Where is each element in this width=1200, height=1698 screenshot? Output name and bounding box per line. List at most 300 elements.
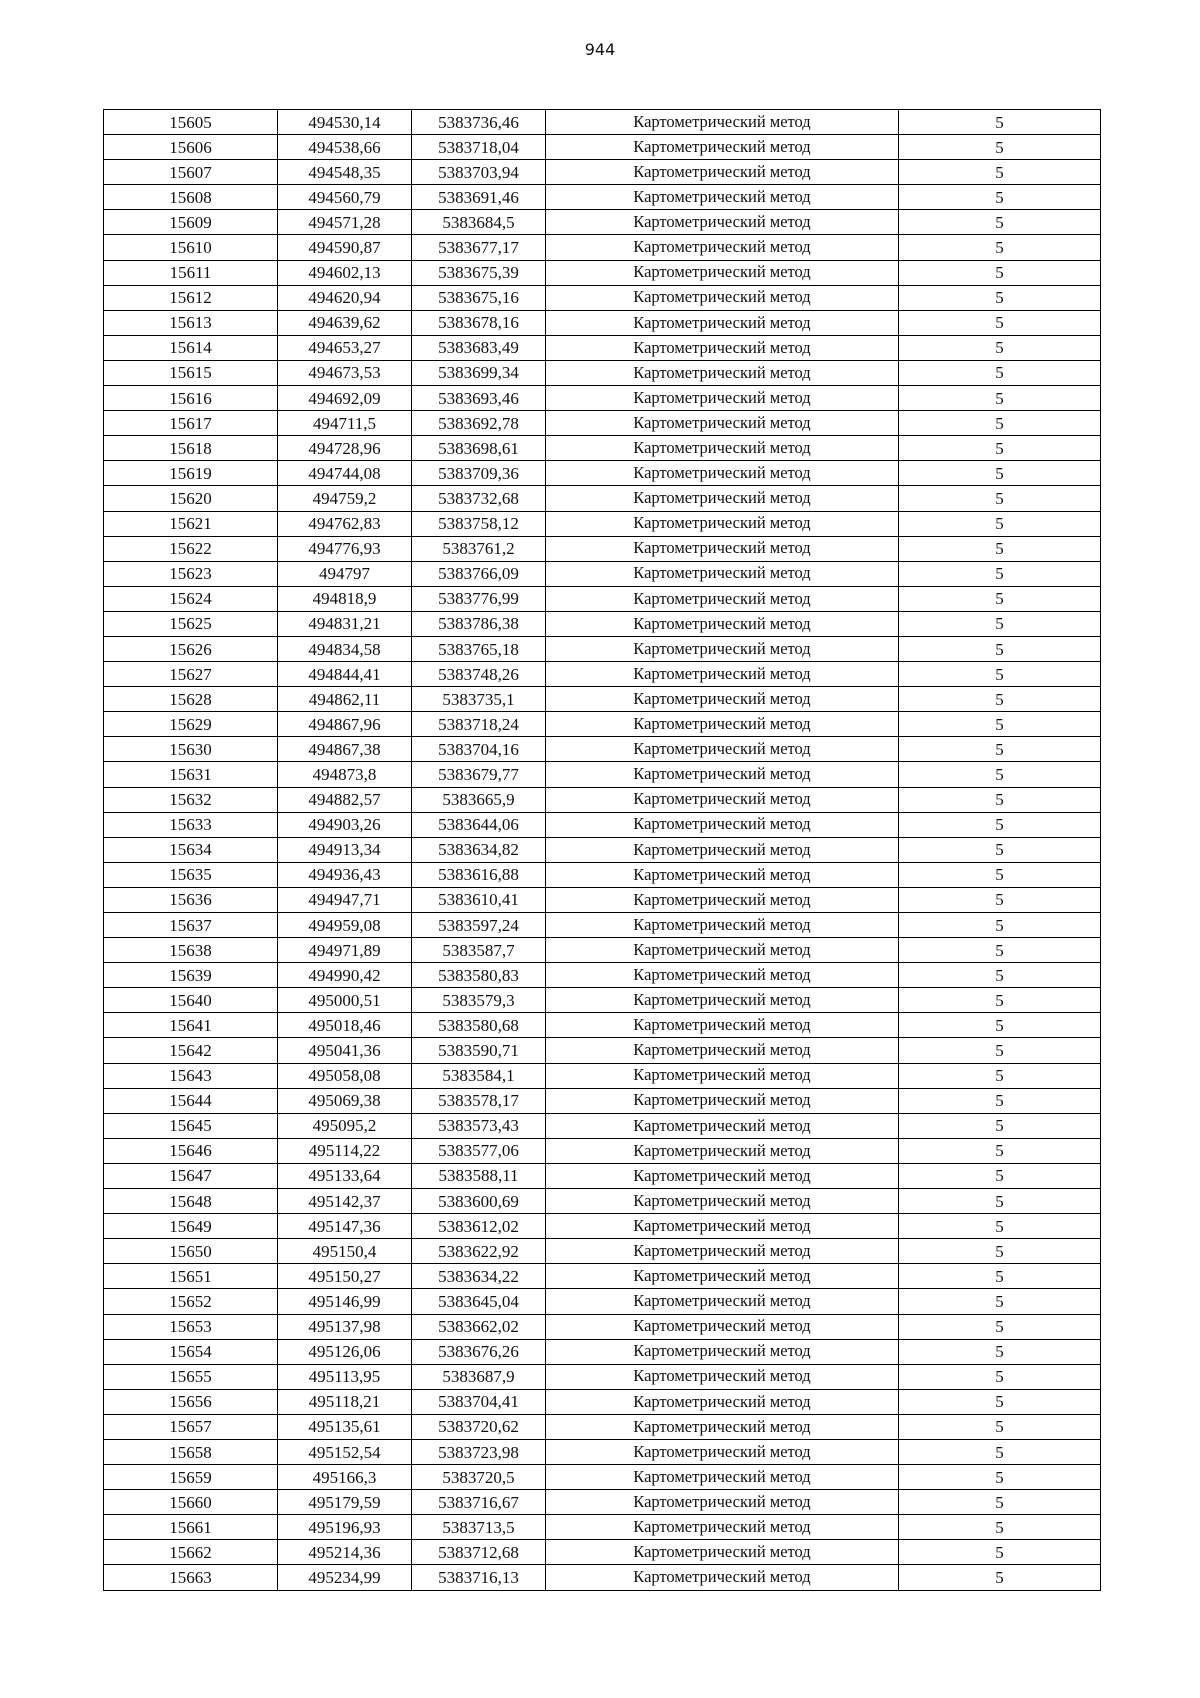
y-coordinate-cell: 5383573,43 bbox=[412, 1113, 546, 1138]
x-coordinate-cell: 495179,59 bbox=[278, 1490, 412, 1515]
table-row bbox=[104, 662, 1101, 687]
table-row bbox=[104, 411, 1101, 436]
x-coordinate-cell: 495126,06 bbox=[278, 1339, 412, 1364]
accuracy-cell: 5 bbox=[899, 1565, 1101, 1590]
table-row bbox=[104, 185, 1101, 210]
table-row bbox=[104, 235, 1101, 260]
coordinates-table bbox=[103, 109, 1101, 1591]
y-coordinate-cell: 5383691,46 bbox=[412, 185, 546, 210]
x-coordinate-cell: 494990,42 bbox=[278, 963, 412, 988]
point-number-cell: 15650 bbox=[104, 1239, 278, 1264]
table-row bbox=[104, 1113, 1101, 1138]
point-number-cell: 15609 bbox=[104, 210, 278, 235]
accuracy-cell: 5 bbox=[899, 1214, 1101, 1239]
point-number-cell: 15634 bbox=[104, 837, 278, 862]
method-cell: Картометрический метод bbox=[546, 1138, 899, 1163]
method-cell: Картометрический метод bbox=[546, 963, 899, 988]
method-cell: Картометрический метод bbox=[546, 662, 899, 687]
method-cell: Картометрический метод bbox=[546, 887, 899, 912]
method-cell: Картометрический метод bbox=[546, 787, 899, 812]
accuracy-cell: 5 bbox=[899, 1364, 1101, 1389]
point-number-cell: 15641 bbox=[104, 1013, 278, 1038]
x-coordinate-cell: 494560,79 bbox=[278, 185, 412, 210]
method-cell: Картометрический метод bbox=[546, 235, 899, 260]
point-number-cell: 15662 bbox=[104, 1540, 278, 1565]
point-number-cell: 15643 bbox=[104, 1063, 278, 1088]
table-row bbox=[104, 1138, 1101, 1163]
point-number-cell: 15654 bbox=[104, 1339, 278, 1364]
y-coordinate-cell: 5383732,68 bbox=[412, 486, 546, 511]
table-row bbox=[104, 812, 1101, 837]
x-coordinate-cell: 494571,28 bbox=[278, 210, 412, 235]
accuracy-cell: 5 bbox=[899, 160, 1101, 185]
point-number-cell: 15607 bbox=[104, 160, 278, 185]
point-number-cell: 15635 bbox=[104, 862, 278, 887]
method-cell: Картометрический метод bbox=[546, 1088, 899, 1113]
y-coordinate-cell: 5383720,5 bbox=[412, 1465, 546, 1490]
method-cell: Картометрический метод bbox=[546, 185, 899, 210]
x-coordinate-cell: 494759,2 bbox=[278, 486, 412, 511]
point-number-cell: 15648 bbox=[104, 1189, 278, 1214]
method-cell: Картометрический метод bbox=[546, 536, 899, 561]
y-coordinate-cell: 5383679,77 bbox=[412, 762, 546, 787]
accuracy-cell: 5 bbox=[899, 210, 1101, 235]
accuracy-cell: 5 bbox=[899, 335, 1101, 360]
point-number-cell: 15617 bbox=[104, 411, 278, 436]
x-coordinate-cell: 495196,93 bbox=[278, 1515, 412, 1540]
x-coordinate-cell: 494873,8 bbox=[278, 762, 412, 787]
x-coordinate-cell: 495146,99 bbox=[278, 1289, 412, 1314]
method-cell: Картометрический метод bbox=[546, 611, 899, 636]
y-coordinate-cell: 5383718,24 bbox=[412, 712, 546, 737]
method-cell: Картометрический метод bbox=[546, 837, 899, 862]
method-cell: Картометрический метод bbox=[546, 1414, 899, 1439]
accuracy-cell: 5 bbox=[899, 812, 1101, 837]
x-coordinate-cell: 494692,09 bbox=[278, 386, 412, 411]
point-number-cell: 15621 bbox=[104, 511, 278, 536]
accuracy-cell: 5 bbox=[899, 862, 1101, 887]
table-row bbox=[104, 762, 1101, 787]
point-number-cell: 15605 bbox=[104, 110, 278, 135]
table-row bbox=[104, 1465, 1101, 1490]
point-number-cell: 15655 bbox=[104, 1364, 278, 1389]
point-number-cell: 15647 bbox=[104, 1163, 278, 1188]
method-cell: Картометрический метод bbox=[546, 1214, 899, 1239]
point-number-cell: 15636 bbox=[104, 887, 278, 912]
y-coordinate-cell: 5383616,88 bbox=[412, 862, 546, 887]
y-coordinate-cell: 5383683,49 bbox=[412, 335, 546, 360]
y-coordinate-cell: 5383758,12 bbox=[412, 511, 546, 536]
x-coordinate-cell: 494947,71 bbox=[278, 887, 412, 912]
point-number-cell: 15614 bbox=[104, 335, 278, 360]
table-row bbox=[104, 360, 1101, 385]
method-cell: Картометрический метод bbox=[546, 586, 899, 611]
x-coordinate-cell: 494762,83 bbox=[278, 511, 412, 536]
x-coordinate-cell: 495137,98 bbox=[278, 1314, 412, 1339]
x-coordinate-cell: 494711,5 bbox=[278, 411, 412, 436]
accuracy-cell: 5 bbox=[899, 636, 1101, 661]
point-number-cell: 15613 bbox=[104, 310, 278, 335]
point-number-cell: 15660 bbox=[104, 1490, 278, 1515]
x-coordinate-cell: 494744,08 bbox=[278, 461, 412, 486]
table-row bbox=[104, 1189, 1101, 1214]
accuracy-cell: 5 bbox=[899, 1540, 1101, 1565]
table-row bbox=[104, 436, 1101, 461]
x-coordinate-cell: 494867,96 bbox=[278, 712, 412, 737]
method-cell: Картометрический метод bbox=[546, 1439, 899, 1464]
point-number-cell: 15606 bbox=[104, 135, 278, 160]
x-coordinate-cell: 495214,36 bbox=[278, 1540, 412, 1565]
table-row bbox=[104, 110, 1101, 135]
table-row bbox=[104, 486, 1101, 511]
accuracy-cell: 5 bbox=[899, 737, 1101, 762]
accuracy-cell: 5 bbox=[899, 887, 1101, 912]
table-row bbox=[104, 913, 1101, 938]
method-cell: Картометрический метод bbox=[546, 1540, 899, 1565]
method-cell: Картометрический метод bbox=[546, 1389, 899, 1414]
point-number-cell: 15639 bbox=[104, 963, 278, 988]
table-row bbox=[104, 135, 1101, 160]
point-number-cell: 15637 bbox=[104, 913, 278, 938]
x-coordinate-cell: 494602,13 bbox=[278, 260, 412, 285]
method-cell: Картометрический метод bbox=[546, 461, 899, 486]
method-cell: Картометрический метод bbox=[546, 1339, 899, 1364]
table-row bbox=[104, 1239, 1101, 1264]
accuracy-cell: 5 bbox=[899, 1189, 1101, 1214]
method-cell: Картометрический метод bbox=[546, 988, 899, 1013]
point-number-cell: 15638 bbox=[104, 938, 278, 963]
table-row bbox=[104, 536, 1101, 561]
method-cell: Картометрический метод bbox=[546, 1314, 899, 1339]
x-coordinate-cell: 494882,57 bbox=[278, 787, 412, 812]
method-cell: Картометрический метод bbox=[546, 1063, 899, 1088]
y-coordinate-cell: 5383720,62 bbox=[412, 1414, 546, 1439]
table-row bbox=[104, 862, 1101, 887]
point-number-cell: 15628 bbox=[104, 687, 278, 712]
accuracy-cell: 5 bbox=[899, 712, 1101, 737]
point-number-cell: 15610 bbox=[104, 235, 278, 260]
method-cell: Картометрический метод bbox=[546, 862, 899, 887]
x-coordinate-cell: 495133,64 bbox=[278, 1163, 412, 1188]
y-coordinate-cell: 5383716,67 bbox=[412, 1490, 546, 1515]
x-coordinate-cell: 494797 bbox=[278, 561, 412, 586]
x-coordinate-cell: 494959,08 bbox=[278, 913, 412, 938]
x-coordinate-cell: 495000,51 bbox=[278, 988, 412, 1013]
table-row bbox=[104, 461, 1101, 486]
x-coordinate-cell: 494639,62 bbox=[278, 310, 412, 335]
x-coordinate-cell: 494530,14 bbox=[278, 110, 412, 135]
point-number-cell: 15620 bbox=[104, 486, 278, 511]
x-coordinate-cell: 494903,26 bbox=[278, 812, 412, 837]
accuracy-cell: 5 bbox=[899, 1264, 1101, 1289]
y-coordinate-cell: 5383675,39 bbox=[412, 260, 546, 285]
accuracy-cell: 5 bbox=[899, 1490, 1101, 1515]
y-coordinate-cell: 5383713,5 bbox=[412, 1515, 546, 1540]
table-row bbox=[104, 938, 1101, 963]
point-number-cell: 15627 bbox=[104, 662, 278, 687]
method-cell: Картометрический метод bbox=[546, 1163, 899, 1188]
point-number-cell: 15630 bbox=[104, 737, 278, 762]
point-number-cell: 15612 bbox=[104, 285, 278, 310]
method-cell: Картометрический метод bbox=[546, 310, 899, 335]
y-coordinate-cell: 5383665,9 bbox=[412, 787, 546, 812]
y-coordinate-cell: 5383699,34 bbox=[412, 360, 546, 385]
method-cell: Картометрический метод bbox=[546, 561, 899, 586]
x-coordinate-cell: 494936,43 bbox=[278, 862, 412, 887]
point-number-cell: 15657 bbox=[104, 1414, 278, 1439]
y-coordinate-cell: 5383761,2 bbox=[412, 536, 546, 561]
method-cell: Картометрический метод bbox=[546, 636, 899, 661]
x-coordinate-cell: 494538,66 bbox=[278, 135, 412, 160]
accuracy-cell: 5 bbox=[899, 1389, 1101, 1414]
accuracy-cell: 5 bbox=[899, 611, 1101, 636]
x-coordinate-cell: 495152,54 bbox=[278, 1439, 412, 1464]
x-coordinate-cell: 495041,36 bbox=[278, 1038, 412, 1063]
point-number-cell: 15649 bbox=[104, 1214, 278, 1239]
y-coordinate-cell: 5383687,9 bbox=[412, 1364, 546, 1389]
point-number-cell: 15629 bbox=[104, 712, 278, 737]
y-coordinate-cell: 5383588,11 bbox=[412, 1163, 546, 1188]
y-coordinate-cell: 5383786,38 bbox=[412, 611, 546, 636]
method-cell: Картометрический метод bbox=[546, 1038, 899, 1063]
table-row bbox=[104, 687, 1101, 712]
table-row bbox=[104, 837, 1101, 862]
method-cell: Картометрический метод bbox=[546, 1113, 899, 1138]
table-row bbox=[104, 285, 1101, 310]
x-coordinate-cell: 495234,99 bbox=[278, 1565, 412, 1590]
method-cell: Картометрический метод bbox=[546, 1189, 899, 1214]
x-coordinate-cell: 495142,37 bbox=[278, 1189, 412, 1214]
method-cell: Картометрический метод bbox=[546, 1465, 899, 1490]
y-coordinate-cell: 5383644,06 bbox=[412, 812, 546, 837]
accuracy-cell: 5 bbox=[899, 662, 1101, 687]
accuracy-cell: 5 bbox=[899, 536, 1101, 561]
y-coordinate-cell: 5383634,82 bbox=[412, 837, 546, 862]
accuracy-cell: 5 bbox=[899, 687, 1101, 712]
accuracy-cell: 5 bbox=[899, 1138, 1101, 1163]
y-coordinate-cell: 5383766,09 bbox=[412, 561, 546, 586]
table-row bbox=[104, 1063, 1101, 1088]
point-number-cell: 15631 bbox=[104, 762, 278, 787]
method-cell: Картометрический метод bbox=[546, 687, 899, 712]
y-coordinate-cell: 5383675,16 bbox=[412, 285, 546, 310]
y-coordinate-cell: 5383776,99 bbox=[412, 586, 546, 611]
method-cell: Картометрический метод bbox=[546, 1239, 899, 1264]
table-row bbox=[104, 1414, 1101, 1439]
accuracy-cell: 5 bbox=[899, 1465, 1101, 1490]
point-number-cell: 15633 bbox=[104, 812, 278, 837]
table-row bbox=[104, 1389, 1101, 1414]
x-coordinate-cell: 495135,61 bbox=[278, 1414, 412, 1439]
table-row bbox=[104, 1088, 1101, 1113]
table-row bbox=[104, 1289, 1101, 1314]
accuracy-cell: 5 bbox=[899, 285, 1101, 310]
point-number-cell: 15646 bbox=[104, 1138, 278, 1163]
y-coordinate-cell: 5383716,13 bbox=[412, 1565, 546, 1590]
point-number-cell: 15611 bbox=[104, 260, 278, 285]
y-coordinate-cell: 5383704,16 bbox=[412, 737, 546, 762]
table-row bbox=[104, 636, 1101, 661]
point-number-cell: 15616 bbox=[104, 386, 278, 411]
table-row bbox=[104, 1314, 1101, 1339]
method-cell: Картометрический метод bbox=[546, 486, 899, 511]
point-number-cell: 15651 bbox=[104, 1264, 278, 1289]
accuracy-cell: 5 bbox=[899, 963, 1101, 988]
x-coordinate-cell: 494728,96 bbox=[278, 436, 412, 461]
table-row bbox=[104, 511, 1101, 536]
x-coordinate-cell: 494776,93 bbox=[278, 536, 412, 561]
accuracy-cell: 5 bbox=[899, 461, 1101, 486]
point-number-cell: 15652 bbox=[104, 1289, 278, 1314]
table-row bbox=[104, 1515, 1101, 1540]
method-cell: Картометрический метод bbox=[546, 135, 899, 160]
accuracy-cell: 5 bbox=[899, 1339, 1101, 1364]
y-coordinate-cell: 5383698,61 bbox=[412, 436, 546, 461]
y-coordinate-cell: 5383610,41 bbox=[412, 887, 546, 912]
accuracy-cell: 5 bbox=[899, 1515, 1101, 1540]
point-number-cell: 15663 bbox=[104, 1565, 278, 1590]
table-row bbox=[104, 737, 1101, 762]
method-cell: Картометрический метод bbox=[546, 1565, 899, 1590]
accuracy-cell: 5 bbox=[899, 260, 1101, 285]
x-coordinate-cell: 495113,95 bbox=[278, 1364, 412, 1389]
accuracy-cell: 5 bbox=[899, 837, 1101, 862]
accuracy-cell: 5 bbox=[899, 787, 1101, 812]
accuracy-cell: 5 bbox=[899, 988, 1101, 1013]
table-row bbox=[104, 586, 1101, 611]
table-row bbox=[104, 611, 1101, 636]
accuracy-cell: 5 bbox=[899, 1289, 1101, 1314]
method-cell: Картометрический метод bbox=[546, 1515, 899, 1540]
method-cell: Картометрический метод bbox=[546, 762, 899, 787]
page-number: 944 bbox=[584, 40, 616, 59]
accuracy-cell: 5 bbox=[899, 913, 1101, 938]
x-coordinate-cell: 495150,27 bbox=[278, 1264, 412, 1289]
table-row bbox=[104, 335, 1101, 360]
y-coordinate-cell: 5383622,92 bbox=[412, 1239, 546, 1264]
y-coordinate-cell: 5383634,22 bbox=[412, 1264, 546, 1289]
y-coordinate-cell: 5383580,68 bbox=[412, 1013, 546, 1038]
table-row bbox=[104, 310, 1101, 335]
accuracy-cell: 5 bbox=[899, 135, 1101, 160]
method-cell: Картометрический метод bbox=[546, 712, 899, 737]
table-row bbox=[104, 787, 1101, 812]
x-coordinate-cell: 495069,38 bbox=[278, 1088, 412, 1113]
y-coordinate-cell: 5383645,04 bbox=[412, 1289, 546, 1314]
y-coordinate-cell: 5383703,94 bbox=[412, 160, 546, 185]
x-coordinate-cell: 495147,36 bbox=[278, 1214, 412, 1239]
method-cell: Картометрический метод bbox=[546, 938, 899, 963]
accuracy-cell: 5 bbox=[899, 938, 1101, 963]
method-cell: Картометрический метод bbox=[546, 260, 899, 285]
accuracy-cell: 5 bbox=[899, 411, 1101, 436]
y-coordinate-cell: 5383577,06 bbox=[412, 1138, 546, 1163]
y-coordinate-cell: 5383765,18 bbox=[412, 636, 546, 661]
point-number-cell: 15625 bbox=[104, 611, 278, 636]
table-row bbox=[104, 386, 1101, 411]
point-number-cell: 15656 bbox=[104, 1389, 278, 1414]
table-row bbox=[104, 1339, 1101, 1364]
point-number-cell: 15642 bbox=[104, 1038, 278, 1063]
y-coordinate-cell: 5383723,98 bbox=[412, 1439, 546, 1464]
accuracy-cell: 5 bbox=[899, 310, 1101, 335]
accuracy-cell: 5 bbox=[899, 1414, 1101, 1439]
point-number-cell: 15661 bbox=[104, 1515, 278, 1540]
table-row bbox=[104, 887, 1101, 912]
x-coordinate-cell: 494818,9 bbox=[278, 586, 412, 611]
accuracy-cell: 5 bbox=[899, 185, 1101, 210]
point-number-cell: 15653 bbox=[104, 1314, 278, 1339]
method-cell: Картометрический метод bbox=[546, 1013, 899, 1038]
x-coordinate-cell: 495095,2 bbox=[278, 1113, 412, 1138]
accuracy-cell: 5 bbox=[899, 1163, 1101, 1188]
x-coordinate-cell: 495114,22 bbox=[278, 1138, 412, 1163]
y-coordinate-cell: 5383677,17 bbox=[412, 235, 546, 260]
y-coordinate-cell: 5383709,36 bbox=[412, 461, 546, 486]
y-coordinate-cell: 5383692,78 bbox=[412, 411, 546, 436]
point-number-cell: 15618 bbox=[104, 436, 278, 461]
point-number-cell: 15608 bbox=[104, 185, 278, 210]
accuracy-cell: 5 bbox=[899, 1113, 1101, 1138]
accuracy-cell: 5 bbox=[899, 110, 1101, 135]
table-row bbox=[104, 1163, 1101, 1188]
method-cell: Картометрический метод bbox=[546, 411, 899, 436]
table-row bbox=[104, 1565, 1101, 1590]
y-coordinate-cell: 5383736,46 bbox=[412, 110, 546, 135]
point-number-cell: 15644 bbox=[104, 1088, 278, 1113]
table-row bbox=[104, 1264, 1101, 1289]
method-cell: Картометрический метод bbox=[546, 360, 899, 385]
accuracy-cell: 5 bbox=[899, 561, 1101, 586]
table-row bbox=[104, 963, 1101, 988]
accuracy-cell: 5 bbox=[899, 1013, 1101, 1038]
x-coordinate-cell: 494913,34 bbox=[278, 837, 412, 862]
method-cell: Картометрический метод bbox=[546, 386, 899, 411]
y-coordinate-cell: 5383590,71 bbox=[412, 1038, 546, 1063]
accuracy-cell: 5 bbox=[899, 1239, 1101, 1264]
x-coordinate-cell: 495018,46 bbox=[278, 1013, 412, 1038]
y-coordinate-cell: 5383600,69 bbox=[412, 1189, 546, 1214]
point-number-cell: 15619 bbox=[104, 461, 278, 486]
x-coordinate-cell: 494653,27 bbox=[278, 335, 412, 360]
accuracy-cell: 5 bbox=[899, 235, 1101, 260]
x-coordinate-cell: 494971,89 bbox=[278, 938, 412, 963]
y-coordinate-cell: 5383587,7 bbox=[412, 938, 546, 963]
table-row bbox=[104, 1364, 1101, 1389]
x-coordinate-cell: 495118,21 bbox=[278, 1389, 412, 1414]
method-cell: Картометрический метод bbox=[546, 1490, 899, 1515]
x-coordinate-cell: 494831,21 bbox=[278, 611, 412, 636]
y-coordinate-cell: 5383612,02 bbox=[412, 1214, 546, 1239]
table-row bbox=[104, 1540, 1101, 1565]
accuracy-cell: 5 bbox=[899, 1439, 1101, 1464]
x-coordinate-cell: 494620,94 bbox=[278, 285, 412, 310]
method-cell: Картометрический метод bbox=[546, 160, 899, 185]
accuracy-cell: 5 bbox=[899, 1038, 1101, 1063]
accuracy-cell: 5 bbox=[899, 386, 1101, 411]
y-coordinate-cell: 5383718,04 bbox=[412, 135, 546, 160]
table-row bbox=[104, 561, 1101, 586]
method-cell: Картометрический метод bbox=[546, 210, 899, 235]
table-row bbox=[104, 1013, 1101, 1038]
method-cell: Картометрический метод bbox=[546, 436, 899, 461]
point-number-cell: 15622 bbox=[104, 536, 278, 561]
x-coordinate-cell: 495166,3 bbox=[278, 1465, 412, 1490]
accuracy-cell: 5 bbox=[899, 762, 1101, 787]
x-coordinate-cell: 494548,35 bbox=[278, 160, 412, 185]
y-coordinate-cell: 5383597,24 bbox=[412, 913, 546, 938]
method-cell: Картометрический метод bbox=[546, 285, 899, 310]
